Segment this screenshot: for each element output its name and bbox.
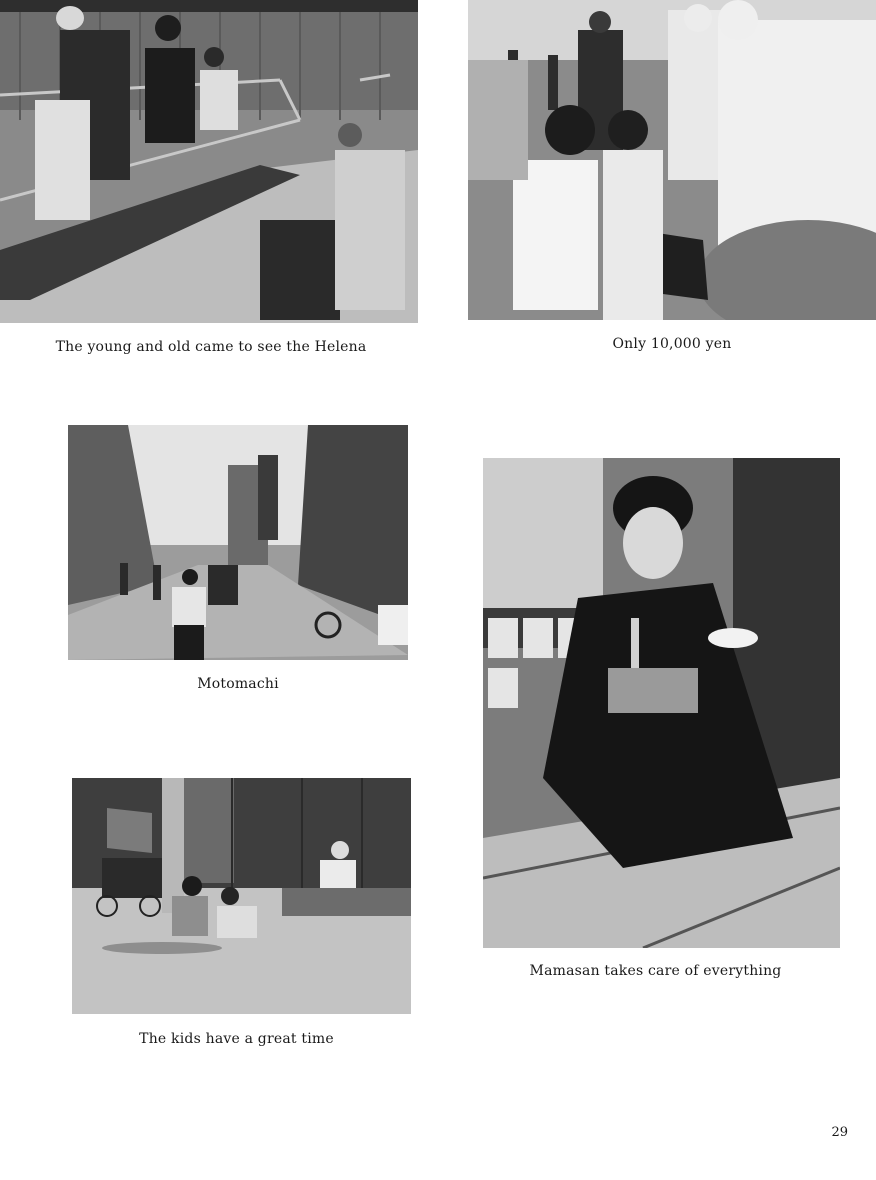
caption-motomachi: Motomachi [197,676,279,692]
page-number: 29 [831,1125,848,1140]
photo-helena-gangway [0,0,418,323]
photo-motomachi-street [68,425,408,660]
caption-mamasan: Mamasan takes care of everything [529,963,782,979]
photo-sailors-yen-image [468,0,876,320]
photo-sailors-yen [468,0,876,320]
caption-helena: The young and old came to see the Helena [55,339,367,355]
photo-mamasan-image [483,458,840,948]
caption-yen: Only 10,000 yen [612,336,732,352]
photo-mamasan [483,458,840,948]
photo-helena-gangway-image [0,0,418,323]
photo-kids [72,778,411,1014]
photo-motomachi-street-image [68,425,408,660]
caption-kids: The kids have a great time [139,1031,334,1047]
photo-kids-image [72,778,411,1014]
